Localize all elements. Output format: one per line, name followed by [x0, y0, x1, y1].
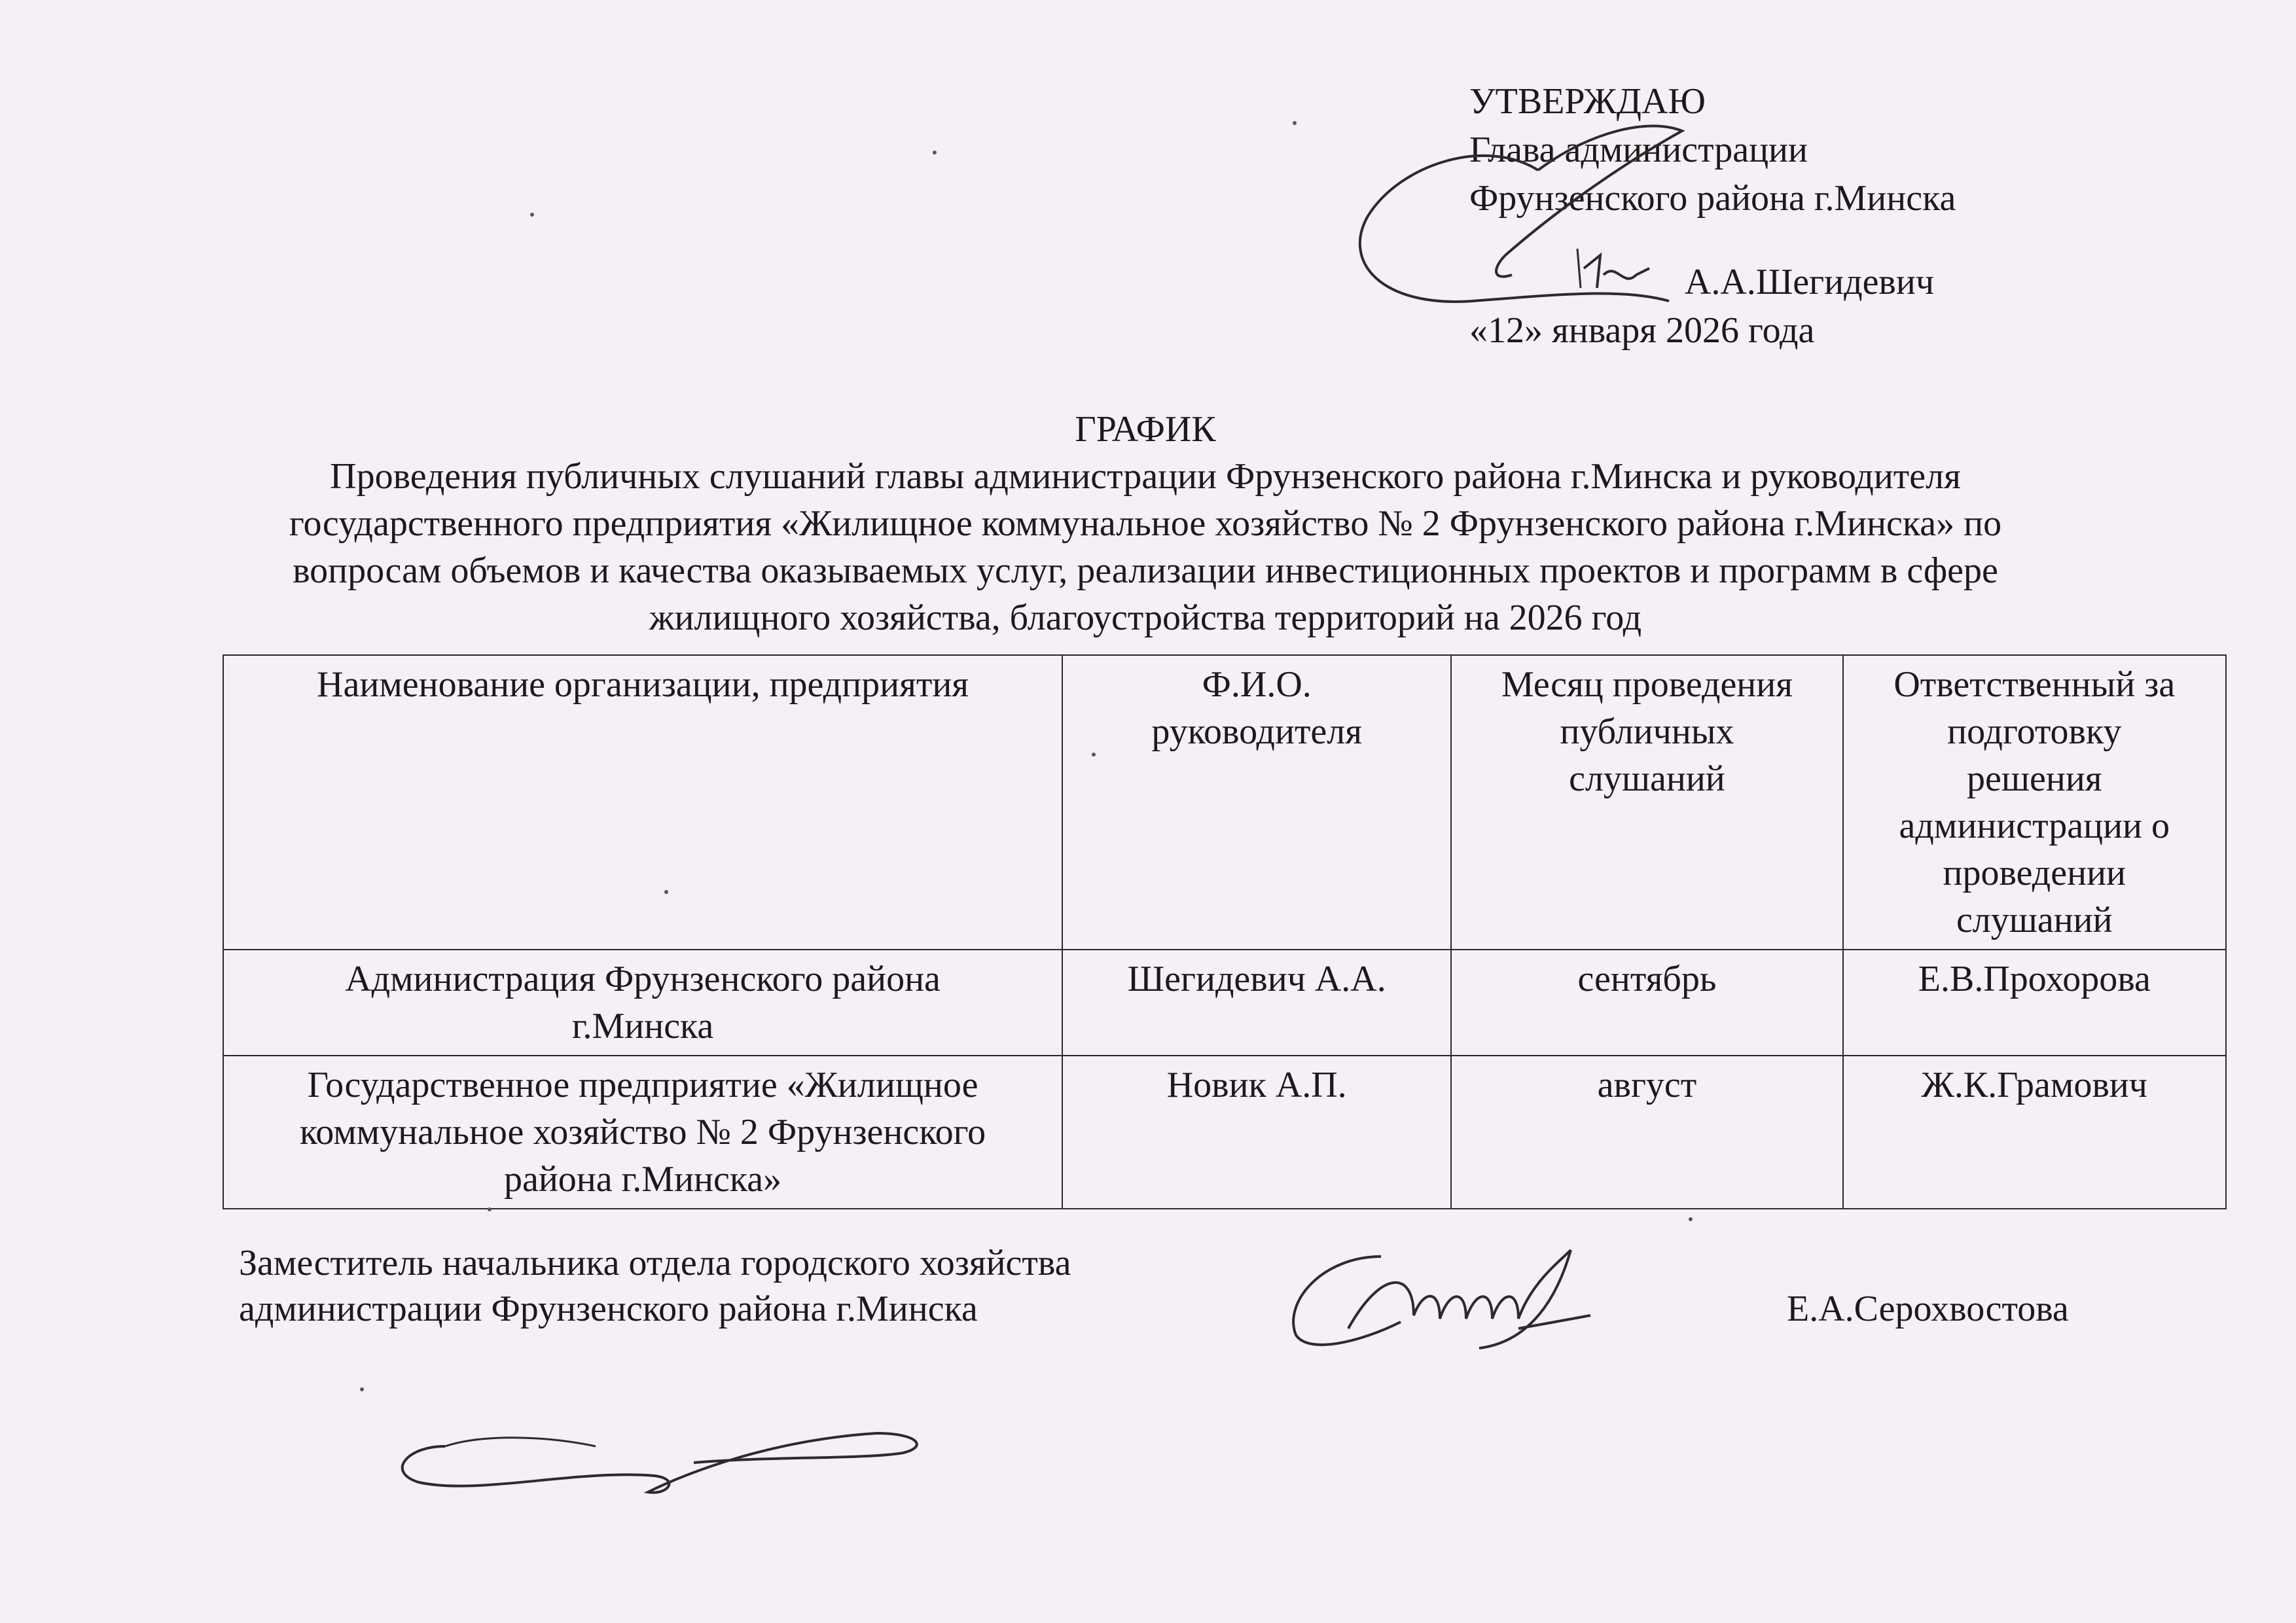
header-responsible-line4: администрации о	[1899, 806, 2170, 846]
footer-signature	[1283, 1243, 1623, 1355]
approver-name: А.А.Шегидевич	[1684, 262, 1934, 302]
initials-scribble	[380, 1407, 942, 1505]
document-heading: ГРАФИК	[1075, 409, 1216, 450]
cell-head-name: Шегидевич А.А.	[1062, 950, 1451, 1056]
table-header-row	[223, 655, 2226, 950]
organization-line3: района г.Минска»	[503, 1159, 782, 1200]
organization-line1: Администрация Фрунзенского района	[345, 959, 941, 999]
header-organization-text: Наименование организации, предприятия	[317, 664, 969, 705]
scan-speck	[1092, 753, 1096, 757]
scan-speck	[530, 213, 534, 217]
cell-head-name: Новик А.П.	[1062, 1056, 1451, 1209]
cell-month: август	[1451, 1056, 1842, 1209]
header-head-name-line2: руководителя	[1151, 711, 1362, 752]
organization-line2: коммунальное хозяйство № 2 Фрунзенского	[299, 1112, 986, 1152]
header-organization	[223, 655, 1062, 950]
approver-signature	[1342, 92, 1800, 314]
organization-line2: г.Минска	[571, 1006, 714, 1046]
header-responsible-line3: решения	[1967, 758, 2102, 799]
footer-name: Е.А.Серохвостова	[1787, 1289, 2069, 1329]
approver-position-line1: Глава администрации	[1469, 130, 1808, 170]
scan-speck	[1689, 1217, 1693, 1221]
header-responsible	[1843, 655, 2226, 950]
header-month-line3: слушаний	[1569, 758, 1725, 799]
scan-speck	[1293, 121, 1297, 125]
approver-position-line2: Фрунзенского района г.Минска	[1469, 178, 1956, 219]
header-month	[1451, 655, 1842, 950]
approval-date: «12» января 2026 года	[1469, 310, 1815, 351]
document-subtitle-line4: жилищного хозяйства, благоустройства территорий на 2026 год	[649, 597, 1642, 638]
cell-responsible: Е.В.Прохорова	[1843, 950, 2226, 1056]
header-responsible-line1: Ответственный за	[1893, 664, 2176, 705]
cell-month: сентябрь	[1451, 950, 1842, 1056]
organization-line1: Государственное предприятие «Жилищное	[307, 1065, 978, 1105]
table-row	[223, 1056, 2226, 1209]
cell-responsible: Ж.К.Грамович	[1843, 1056, 2226, 1209]
scan-speck	[488, 1207, 492, 1211]
footer-position-line2: администрации Фрунзенского района г.Минска	[239, 1289, 978, 1329]
footer-signatory	[239, 1240, 1221, 1332]
cell-organization	[223, 1056, 1062, 1209]
header-month-line1: Месяц проведения	[1501, 664, 1793, 705]
scan-speck	[360, 1387, 364, 1391]
footer-position-line1: Заместитель начальника отдела городского хозяйства	[239, 1243, 1071, 1283]
scan-speck	[664, 890, 668, 894]
approve-word: УТВЕРЖДАЮ	[1469, 81, 1706, 122]
header-month-line2: публичных	[1560, 711, 1734, 752]
header-head-name	[1062, 655, 1451, 950]
header-head-name-line1: Ф.И.О.	[1202, 664, 1312, 705]
document-title	[196, 406, 2094, 641]
cell-organization	[223, 950, 1062, 1056]
header-responsible-line6: слушаний	[1956, 900, 2113, 940]
document-subtitle-line1: Проведения публичных слушаний главы администрации Фрунзенского района г.Минска и руководителя	[330, 456, 1961, 497]
document-subtitle-line2: государственного предприятия «Жилищное коммунальное хозяйство № 2 Фрунзенского района г.Минска» по	[289, 503, 2002, 544]
header-responsible-line2: подготовку	[1947, 711, 2122, 752]
table-row	[223, 950, 2226, 1056]
document-subtitle-line3: вопросам объемов и качества оказываемых услуг, реализации инвестиционных проектов и программ в сфере	[293, 550, 1998, 591]
schedule-table	[223, 654, 2227, 1209]
header-responsible-line5: проведении	[1943, 853, 2126, 893]
scan-speck	[933, 151, 937, 154]
